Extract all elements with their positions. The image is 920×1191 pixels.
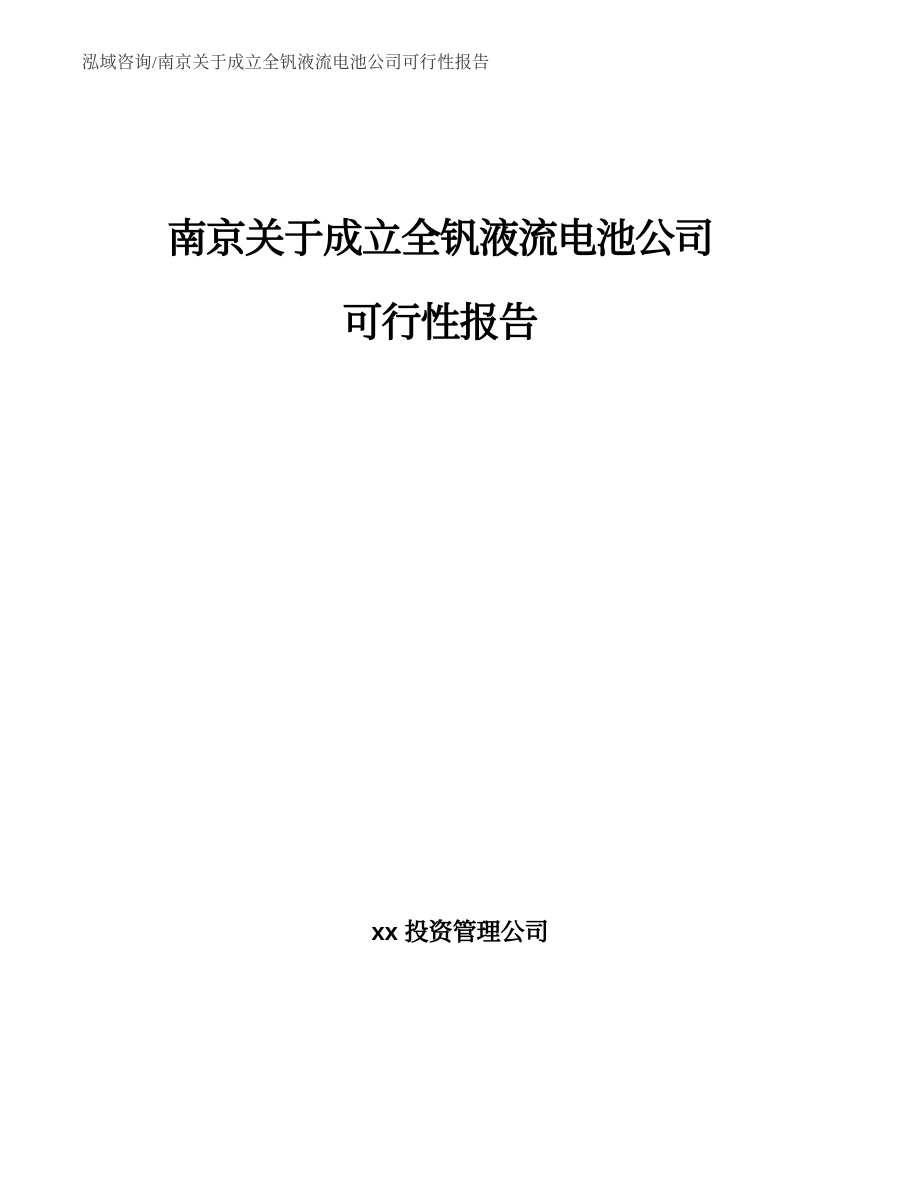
document-title	[0, 215, 880, 347]
title-line-2: 可行性报告	[342, 301, 538, 345]
company-name: xx 投资管理公司	[371, 919, 549, 946]
document-header-text: 泓域咨询/南京关于成立全钒液流电池公司可行性报告	[82, 53, 490, 72]
title-line-1: 南京关于成立全钒液流电池公司	[167, 217, 713, 261]
